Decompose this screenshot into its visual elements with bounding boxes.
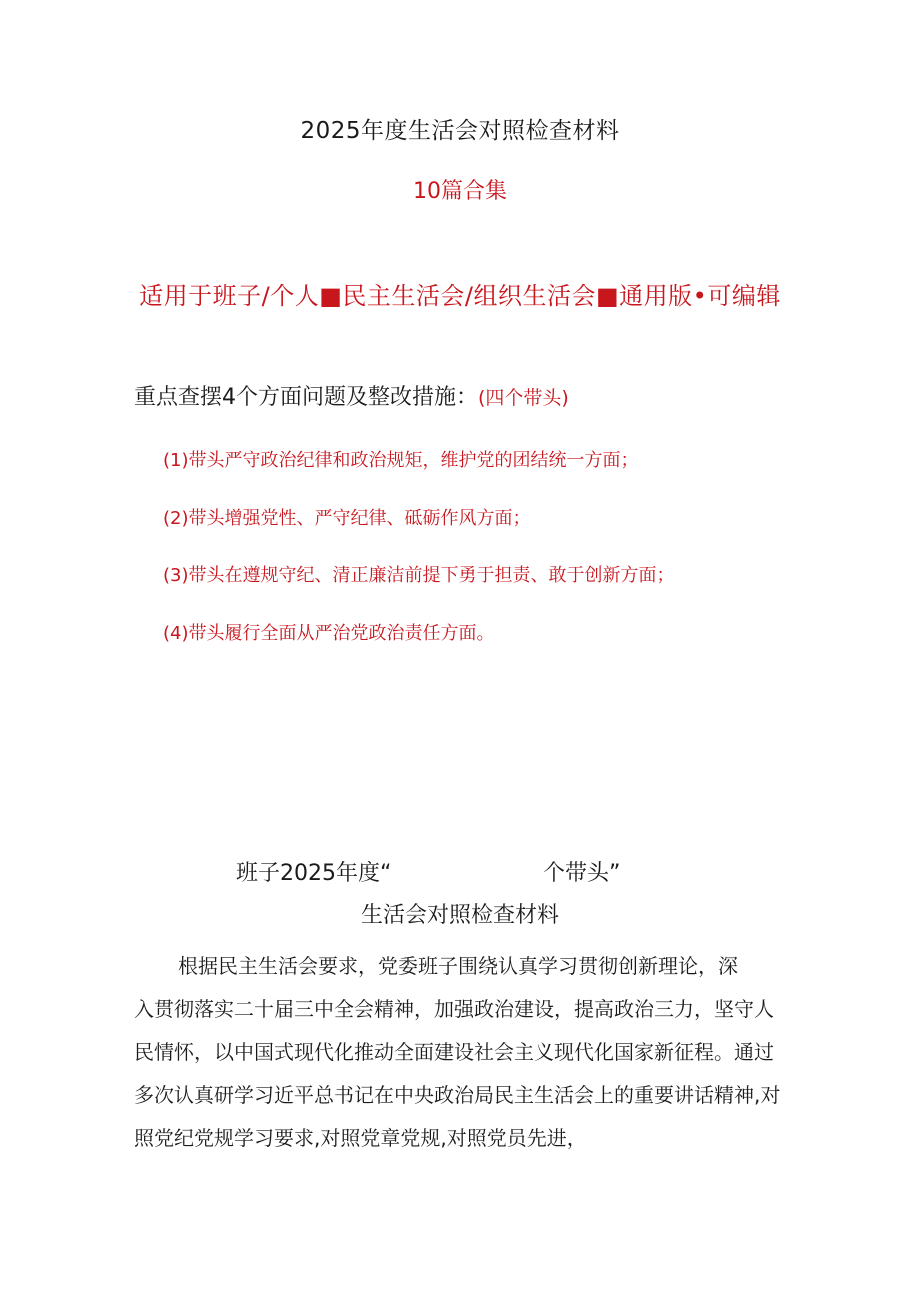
paragraph-line: 民情怀，以中国式现代化推动全面建设社会主义现代化国家新征程。通过 — [134, 1040, 774, 1064]
paragraph-line: 入贯彻落实二十届三中全会精神，加强政治建设，提高政治三力，坚守人 — [134, 997, 774, 1021]
focus-item-2: (2)带头增强党性、严守纪律、砥砺作风方面； — [163, 508, 531, 529]
focus-heading-text: 重点查摆4个方面问题及整改措施： — [134, 385, 478, 410]
focus-heading-note: (四个带头) — [478, 387, 569, 409]
document-title-part1: 班子2025年度“ — [236, 861, 392, 886]
focus-item-4: (4)带头履行全面从严治党政治责任方面。 — [163, 623, 495, 644]
paragraph-line: 根据民主生活会要求，党委班子围绕认真学习贯彻创新理论，深 — [178, 954, 738, 978]
body-paragraph — [134, 945, 794, 1160]
focus-item-1: (1)带头严守政治纪律和政治规矩，维护党的团结统一方面； — [163, 450, 639, 471]
focus-item-3: (3)带头在遵规守纪、清正廉洁前提下勇于担责、敢于创新方面； — [163, 565, 675, 586]
collection-label: 10篇合集 — [413, 179, 507, 204]
focus-heading — [134, 380, 569, 411]
document-title-part2: 个带头” — [543, 861, 621, 886]
paragraph-line: 照党纪党规学习要求,对照党章党规,对照党员先进， — [134, 1126, 587, 1150]
paragraph-line: 多次认真研学习近平总书记在中央政治局民主生活会上的重要讲话精神,对 — [134, 1083, 781, 1107]
cover-title: 2025年度生活会对照检查材料 — [300, 118, 620, 144]
document-title-line2: 生活会对照检查材料 — [360, 903, 559, 928]
cover-subtitle: 适用于班子/个人■民主生活会/组织生活会■通用版•可编辑 — [139, 282, 781, 310]
